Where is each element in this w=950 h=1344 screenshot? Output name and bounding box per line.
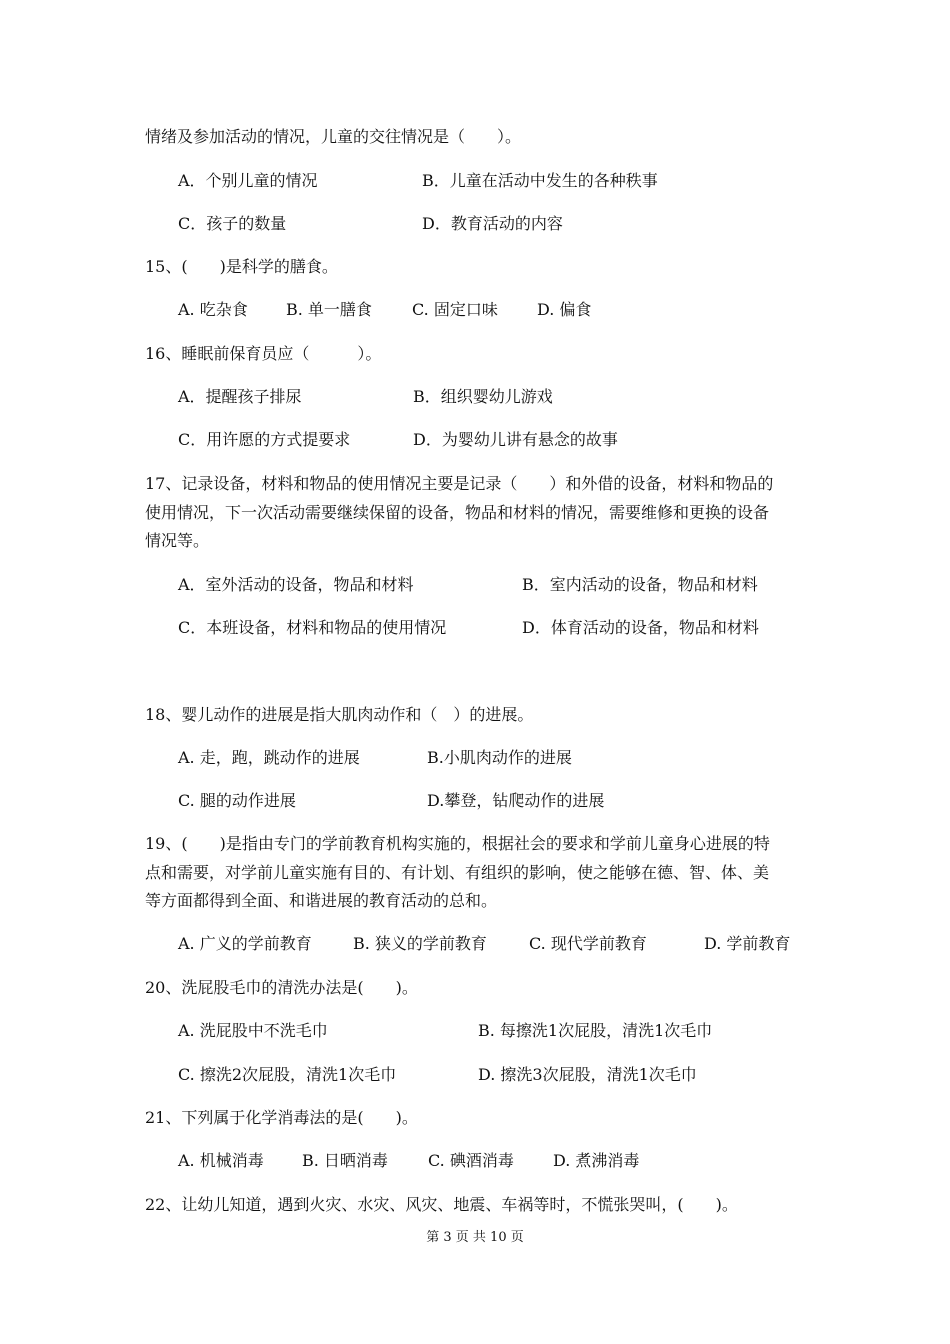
q21-option-a: A. 机械消毒	[178, 1151, 264, 1170]
q20-option-a: A. 洗屁股中不洗毛巾	[178, 1021, 328, 1040]
q19-stem-line1: 19、( )是指由专门的学前教育机构实施的，根据社会的要求和学前儿童身心进展的特	[145, 834, 770, 853]
q22-stem: 22、让幼儿知道，遇到火灾、水灾、风灾、地震、车祸等时，不慌张哭叫，( )。	[145, 1195, 738, 1214]
q17-option-d: D．体育活动的设备，物品和材料	[522, 618, 759, 637]
q19-option-a: A. 广义的学前教育	[178, 934, 312, 953]
q21-option-d: D. 煮沸消毒	[553, 1151, 640, 1170]
q20-option-d: D. 擦洗3次屁股，清洗1次毛巾	[478, 1065, 697, 1084]
q15-option-a: A. 吃杂食	[178, 300, 248, 319]
q19-stem-line2: 点和需要，对学前儿童实施有目的、有计划、有组织的影响，使之能够在德、智、体、美	[145, 863, 770, 882]
q17-option-c: C．本班设备，材料和物品的使用情况	[178, 618, 447, 637]
q20-stem: 20、洗屁股毛巾的清洗办法是( )。	[145, 978, 418, 997]
q18-option-a: A. 走，跑，跳动作的进展	[178, 748, 360, 767]
q20-option-c: C. 擦洗2次屁股，清洗1次毛巾	[178, 1065, 397, 1084]
q16-option-c: C．用许愿的方式提要求	[178, 430, 351, 449]
q19-option-b: B. 狭义的学前教育	[353, 934, 487, 953]
q16-stem: 16、睡眠前保育员应（ ）。	[145, 344, 382, 363]
q21-stem: 21、下列属于化学消毒法的是( )。	[145, 1108, 418, 1127]
q16-option-b: B．组织婴幼儿游戏	[413, 387, 553, 406]
q15-option-b: B. 单一膳食	[286, 300, 372, 319]
q19-option-c: C. 现代学前教育	[529, 934, 647, 953]
q16-option-d: D．为婴幼儿讲有悬念的故事	[413, 430, 618, 449]
q14-option-d: D．教育活动的内容	[422, 214, 563, 233]
q15-option-d: D. 偏食	[537, 300, 592, 319]
q20-option-b: B. 每擦洗1次屁股，清洗1次毛巾	[478, 1021, 713, 1040]
q14-option-c: C．孩子的数量	[178, 214, 287, 233]
q17-stem-line3: 情况等。	[145, 531, 210, 550]
q17-stem-line2: 使用情况，下一次活动需要继续保留的设备，物品和材料的情况，需要维修和更换的设备	[145, 503, 770, 522]
q19-option-d: D. 学前教育	[704, 934, 791, 953]
q18-stem: 18、婴儿动作的进展是指大肌肉动作和（ ）的进展。	[145, 705, 534, 724]
q15-stem: 15、( )是科学的膳食。	[145, 257, 338, 276]
q14-option-b: B．儿童在活动中发生的各种秩事	[422, 171, 658, 190]
page-number-footer: 第 3 页 共 10 页	[426, 1230, 524, 1245]
q18-option-b: B.小肌肉动作的进展	[427, 748, 572, 767]
q16-option-a: A．提醒孩子排尿	[178, 387, 302, 406]
q17-option-a: A．室外活动的设备，物品和材料	[178, 575, 414, 594]
q15-option-c: C. 固定口味	[412, 300, 498, 319]
q14-option-a: A．个别儿童的情况	[178, 171, 318, 190]
q17-stem-line1: 17、记录设备，材料和物品的使用情况主要是记录（ ）和外借的设备，材料和物品的	[145, 474, 774, 493]
q21-option-b: B. 日晒消毒	[302, 1151, 388, 1170]
q14-stem-tail: 情绪及参加活动的情况，儿童的交往情况是（ ）。	[145, 127, 522, 146]
q21-option-c: C. 碘酒消毒	[428, 1151, 514, 1170]
q18-option-d: D.攀登，钻爬动作的进展	[427, 791, 605, 810]
q18-option-c: C. 腿的动作进展	[178, 791, 296, 810]
q17-option-b: B．室内活动的设备，物品和材料	[522, 575, 758, 594]
q19-stem-line3: 等方面都得到全面、和谐进展的教育活动的总和。	[145, 891, 498, 910]
